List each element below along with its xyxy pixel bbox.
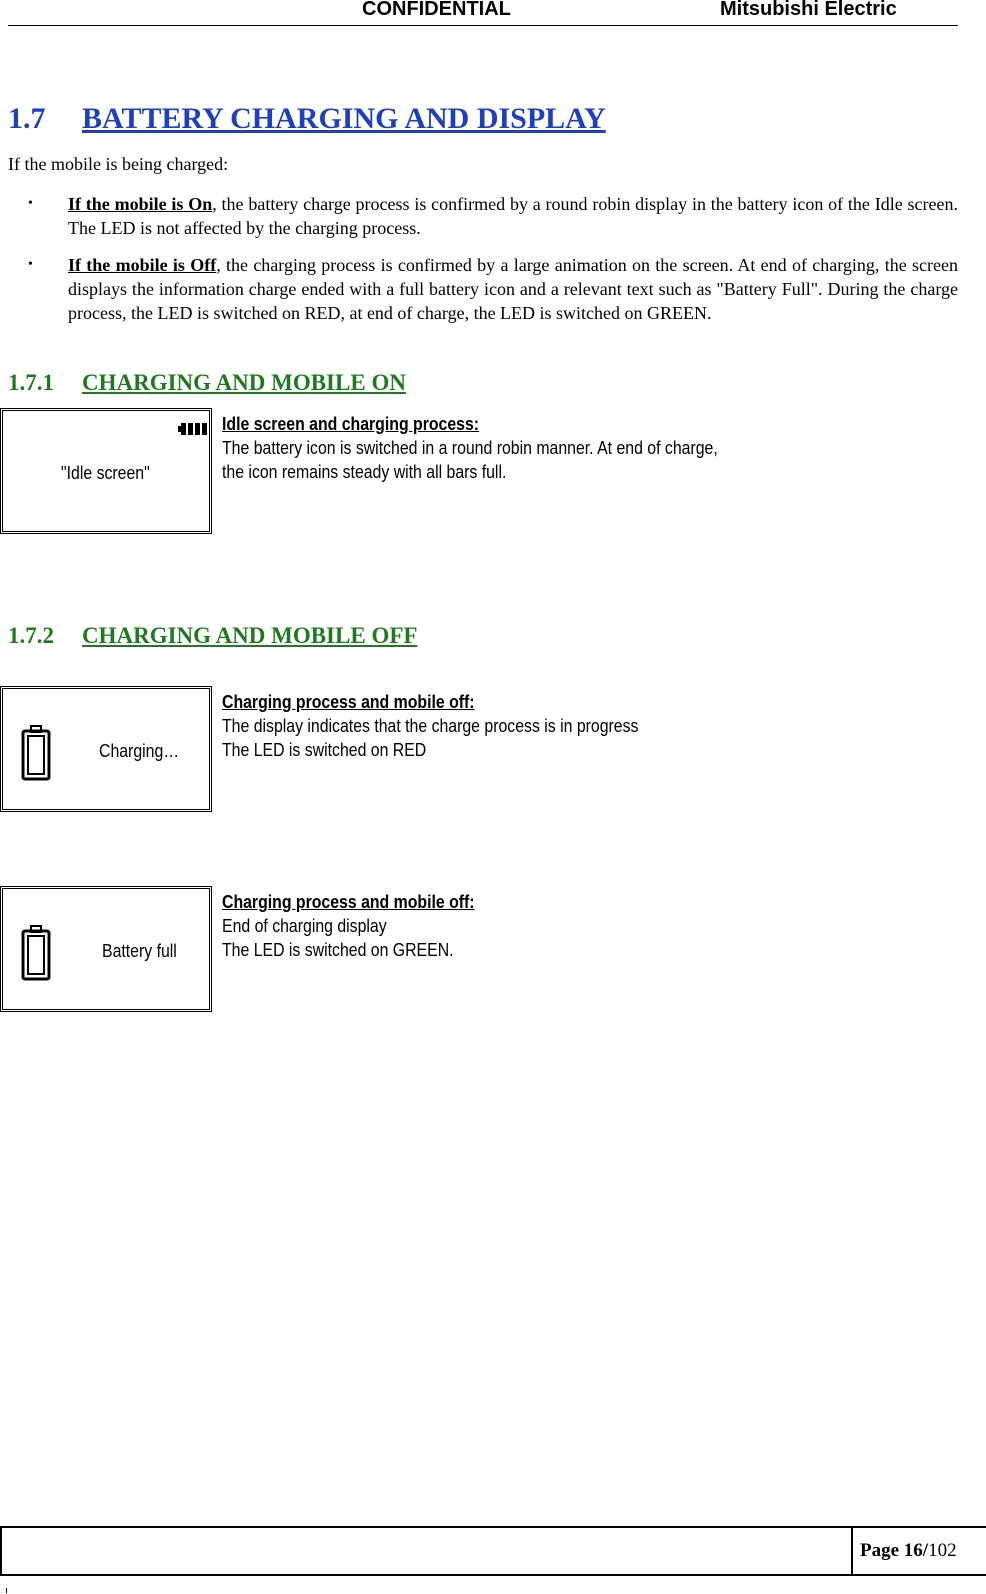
- page-label: Page 16/: [860, 1540, 929, 1561]
- bullet-dot: •: [28, 196, 33, 211]
- charging-screen-mockup: [0, 686, 212, 812]
- charging-description: [222, 690, 638, 762]
- section-number: 1.7: [8, 102, 46, 135]
- battery-full-description: [222, 890, 475, 962]
- description-title: Idle screen and charging process:: [222, 414, 480, 434]
- header-rule: [8, 25, 958, 26]
- section-heading: [8, 102, 606, 136]
- battery-full-screen-mockup: [0, 886, 212, 1012]
- screen-label: Charging…: [99, 741, 180, 761]
- description-title: Charging process and mobile off:: [222, 892, 475, 912]
- subsection-number: 1.7.2: [8, 623, 54, 648]
- bullet-dot: •: [28, 257, 33, 272]
- list-item: [28, 253, 958, 325]
- screen-label: Battery full: [102, 941, 177, 961]
- section-intro: If the mobile is being charged:: [8, 154, 229, 174]
- page-number: [860, 1540, 957, 1562]
- bullet-text: , the battery charge process is confirmed by a round robin display in the battery icon of the Idle screen. The LED is not affected by the charging process.: [68, 194, 958, 238]
- footer-table: [0, 1526, 986, 1576]
- description-line: End of charging display: [222, 916, 387, 936]
- subsection-title: CHARGING AND MOBILE OFF: [82, 623, 418, 648]
- idle-description: [222, 412, 718, 484]
- battery-outline-icon: [21, 925, 53, 981]
- battery-bars-icon: [178, 421, 208, 437]
- bullet-lead: If the mobile is Off: [68, 255, 217, 275]
- battery-outline-icon: [21, 725, 53, 781]
- subsection-heading-2: [8, 623, 417, 649]
- description-line: the icon remains steady with all bars full.: [222, 462, 507, 482]
- description-title: Charging process and mobile off:: [222, 692, 475, 712]
- page-total: 102: [928, 1540, 957, 1561]
- subsection-title: CHARGING AND MOBILE ON: [82, 370, 406, 395]
- header-confidential: CONFIDENTIAL: [362, 0, 511, 20]
- section-title: BATTERY CHARGING AND DISPLAY: [82, 102, 606, 135]
- list-item: [28, 192, 958, 240]
- footer-divider: [851, 1528, 853, 1574]
- subsection-heading-1: [8, 370, 406, 396]
- header-company: Mitsubishi Electric: [720, 0, 897, 20]
- description-line: The display indicates that the charge process is in progress: [222, 716, 639, 736]
- description-line: The battery icon is switched in a round robin manner. At end of charge,: [222, 438, 718, 458]
- subsection-number: 1.7.1: [8, 370, 54, 395]
- bullet-lead: If the mobile is On: [68, 194, 213, 214]
- page-mark: [6, 1588, 7, 1593]
- description-line: The LED is switched on RED: [222, 740, 427, 760]
- screen-label: "Idle screen": [61, 463, 150, 483]
- description-line: The LED is switched on GREEN.: [222, 940, 454, 960]
- bullet-text: , the charging process is confirmed by a large animation on the screen. At end of charging, the screen displays the information charge ended with a full battery icon and a relevant text such as "Battery Full". During the charge process, the LED is switched on RED, at end of charge, the LED is switched on GREEN.: [68, 255, 958, 323]
- idle-screen-mockup: [0, 408, 212, 534]
